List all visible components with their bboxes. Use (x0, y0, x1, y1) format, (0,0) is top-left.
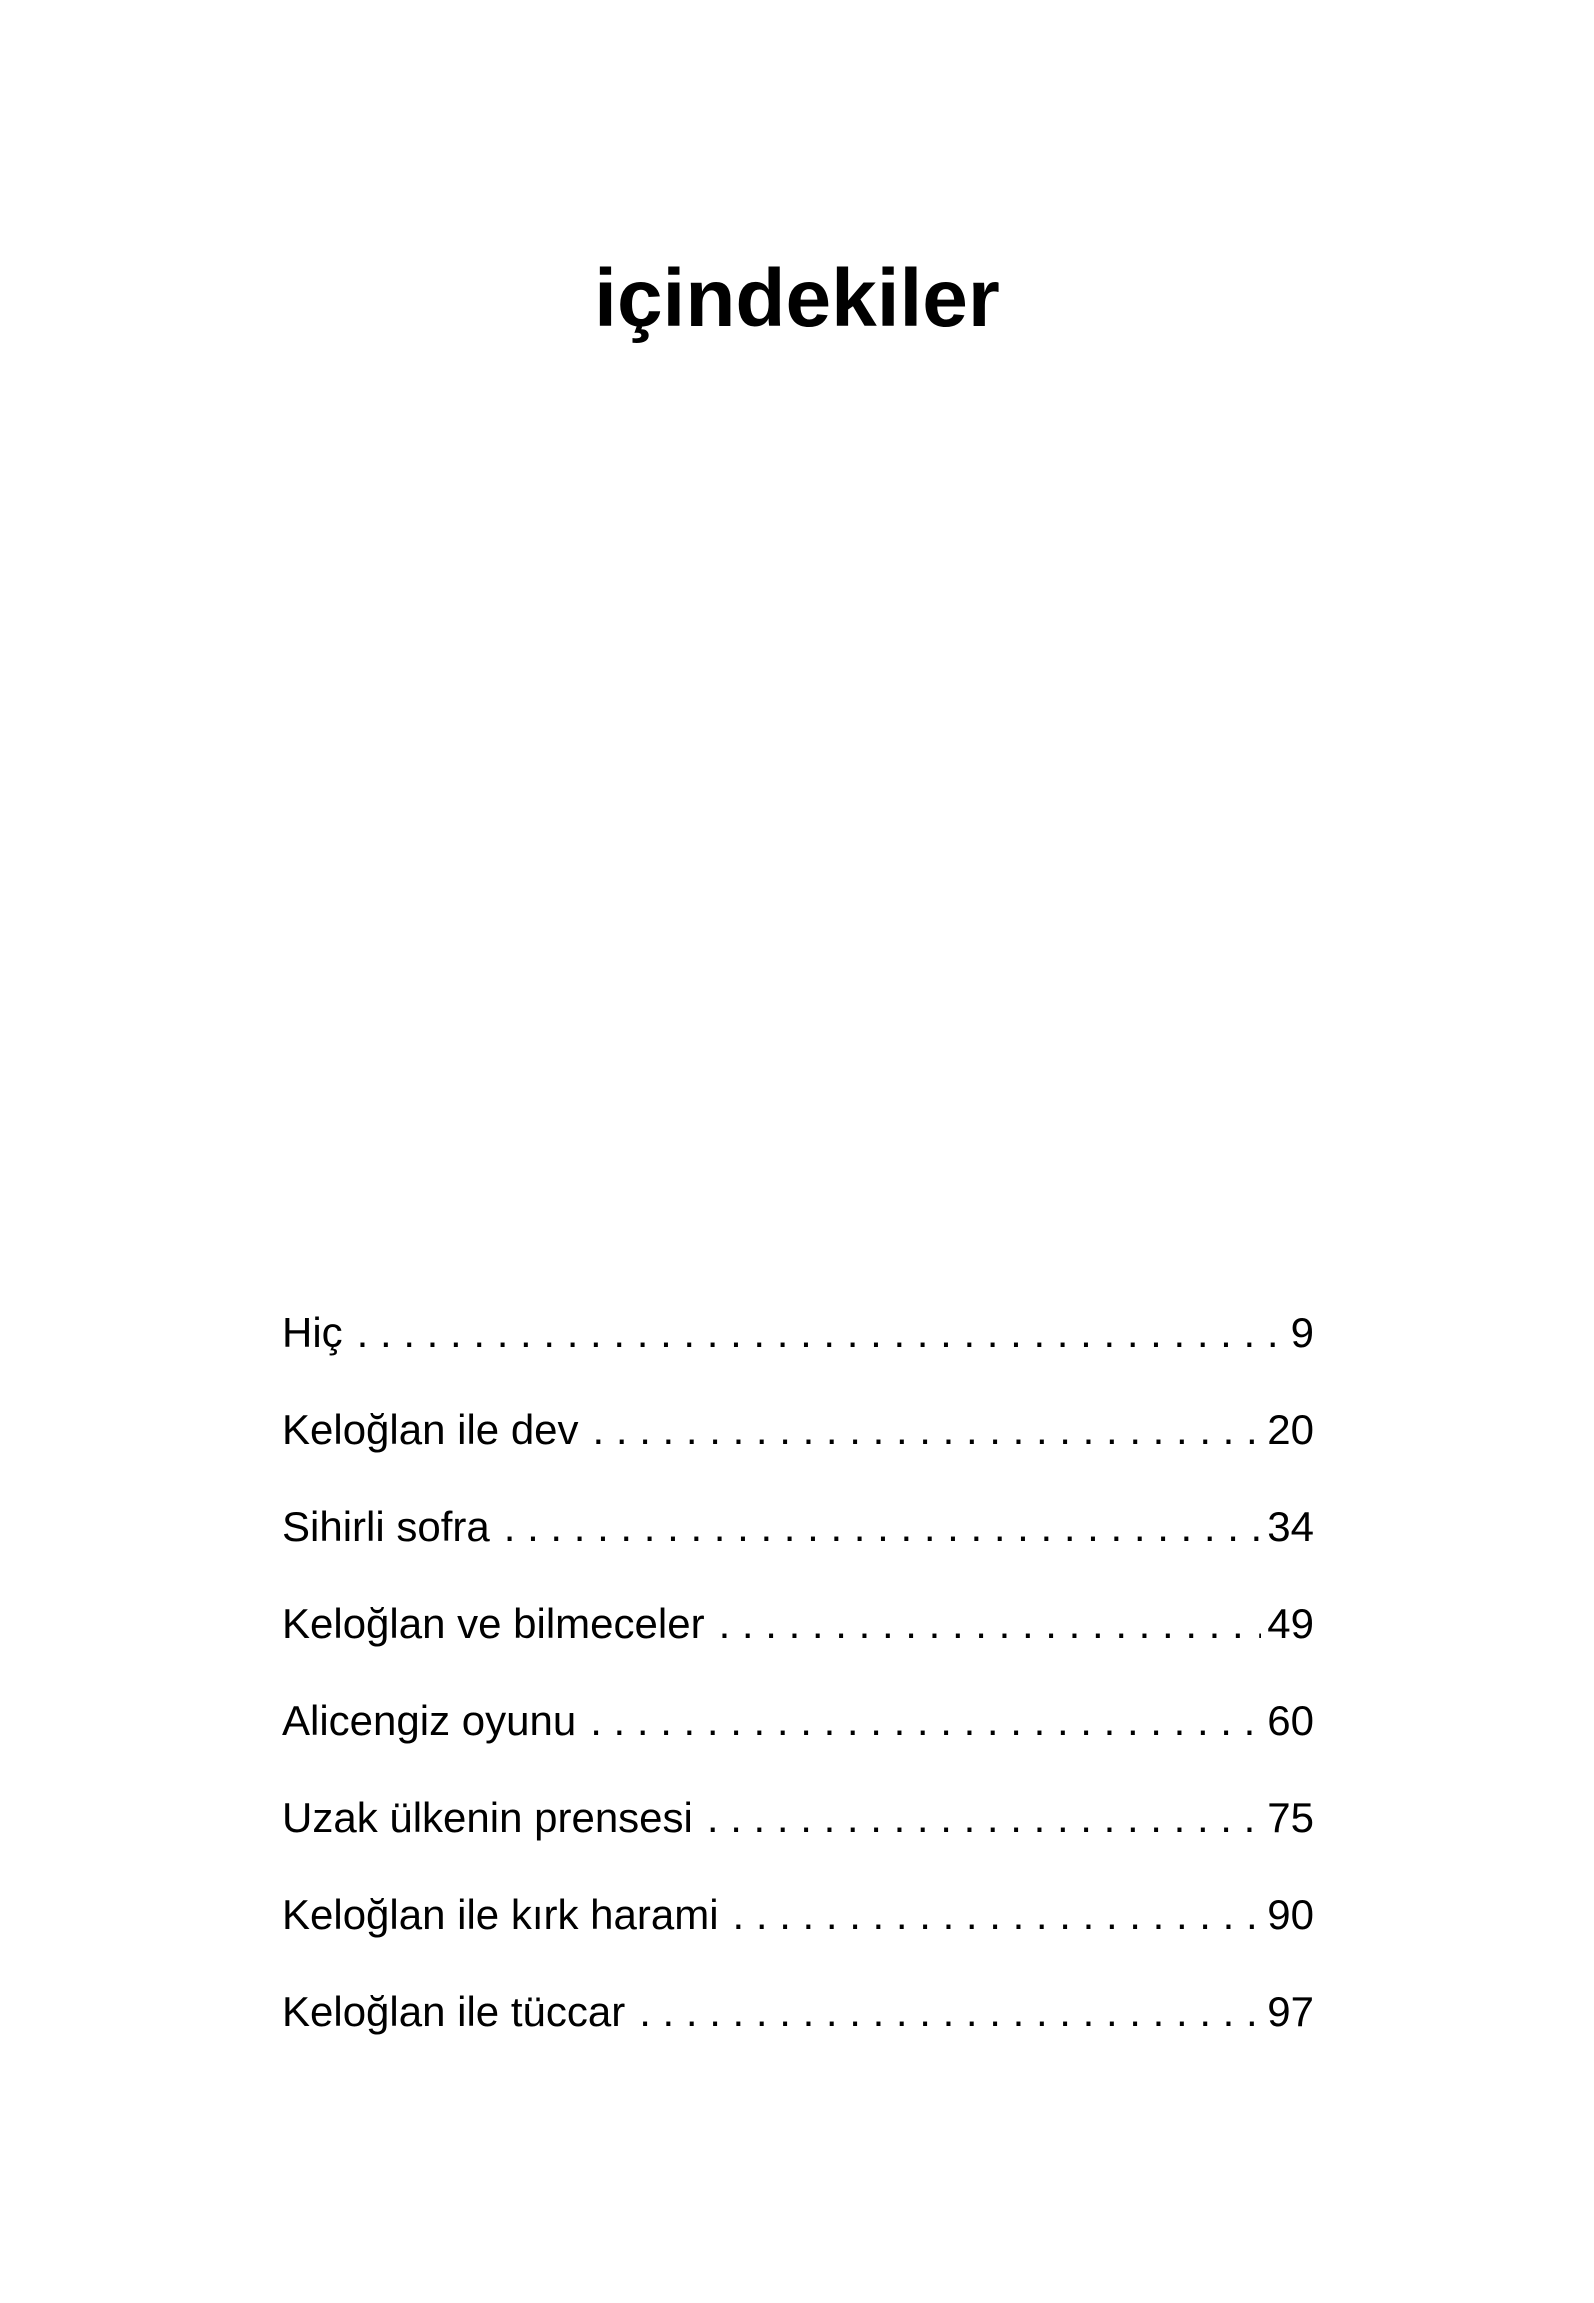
toc-entry-page-number: 60 (1267, 1697, 1314, 1744)
toc-entry-title: Sihirli sofra (282, 1503, 490, 1550)
dot-leader (593, 1400, 1262, 1460)
table-of-contents (282, 1303, 1314, 2079)
toc-entry[interactable] (282, 1303, 1314, 1400)
dot-leader (504, 1497, 1262, 1557)
toc-entry[interactable] (282, 1691, 1314, 1788)
toc-entry[interactable] (282, 1788, 1314, 1885)
toc-entry-page-number: 9 (1290, 1309, 1314, 1356)
toc-entry-title: Alicengiz oyunu (282, 1697, 577, 1744)
toc-entry[interactable] (282, 1594, 1314, 1691)
dot-leader (639, 1982, 1261, 2042)
page-title: içindekiler (594, 253, 1000, 344)
dot-leader (733, 1885, 1262, 1945)
toc-entry-page-number: 49 (1267, 1600, 1314, 1647)
toc-entry-page-number: 90 (1267, 1891, 1314, 1938)
toc-entry-title: Keloğlan ile tüccar (282, 1988, 626, 2035)
dot-leader (719, 1594, 1262, 1654)
toc-entry-page-number: 75 (1267, 1794, 1314, 1841)
toc-entry-title: Keloğlan ve bilmeceler (282, 1600, 705, 1647)
dot-leader (590, 1691, 1261, 1751)
dot-leader (357, 1303, 1285, 1363)
toc-entry-title: Keloğlan ile dev (282, 1406, 579, 1453)
toc-entry-page-number: 97 (1267, 1988, 1314, 2035)
toc-entry-title: Hiç (282, 1309, 343, 1356)
toc-entry[interactable] (282, 1885, 1314, 1982)
toc-entry-title: Keloğlan ile kırk harami (282, 1891, 719, 1938)
toc-entry[interactable] (282, 1497, 1314, 1594)
toc-entry-title: Uzak ülkenin prensesi (282, 1794, 693, 1841)
toc-entry[interactable] (282, 1982, 1314, 2079)
dot-leader (707, 1788, 1261, 1848)
toc-entry-page-number: 20 (1267, 1406, 1314, 1453)
toc-entry-page-number: 34 (1267, 1503, 1314, 1550)
toc-entry[interactable] (282, 1400, 1314, 1497)
